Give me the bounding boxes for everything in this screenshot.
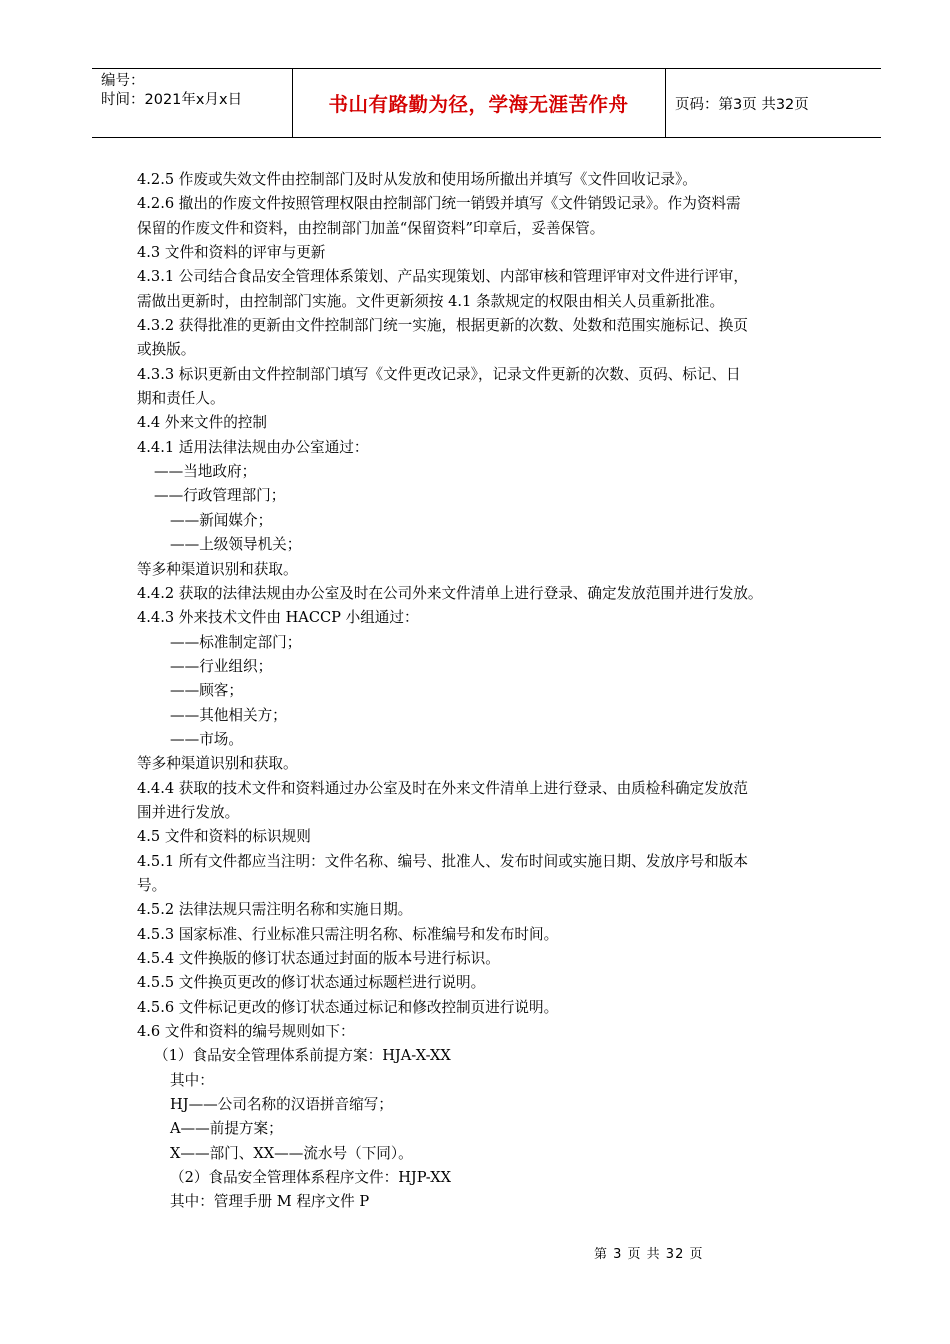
text-line: ——行政管理部门； (154, 487, 286, 505)
text-line: 4.5.2 法律法规只需注明名称和实施日期。 (137, 901, 413, 919)
text-line: ——标准制定部门； (170, 633, 302, 651)
text-line: 保留的作废文件和资料，由控制部门加盖“保留资料”印章后，妥善保管。 (137, 219, 605, 237)
text-line: 等多种渠道识别和获取。 (137, 755, 298, 773)
text-line: 4.4 外来文件的控制 (137, 414, 268, 432)
text-line: ——当地政府； (154, 463, 257, 481)
document-time-label: 时间：2021年x月x日 (101, 92, 243, 108)
text-line: 号。 (137, 876, 167, 894)
text-line: 4.2.5 作废或失效文件由控制部门及时从发放和使用场所撤出并填写《文件回收记录》。 (137, 171, 697, 188)
text-line: 4.5.5 文件换页更改的修订状态通过标题栏进行说明。 (137, 974, 486, 992)
text-line: 4.3 文件和资料的评审与更新 (137, 244, 326, 262)
text-line: 4.2.6 撤出的作废文件按照管理权限由控制部门统一销毁并填写《文件销毁记录》。作为资料需 (137, 195, 741, 213)
text-line: 其中： (170, 1071, 214, 1089)
text-line: 或换版。 (137, 341, 196, 359)
text-line: 4.6 文件和资料的编号规则如下： (137, 1023, 355, 1041)
header-meta (101, 72, 242, 110)
text-line: 4.4.4 获取的技术文件和资料通过办公室及时在外来文件清单上进行登录、由质检科确定发放范 (137, 779, 748, 797)
text-line: 期和责任人。 (137, 390, 225, 408)
text-line: ——新闻媒介； (170, 511, 273, 529)
header-motto: 书山有路勤为径，学海无涯苦作舟 (328, 93, 629, 116)
text-line: X——部门、XX——流水号（下同）。 (170, 1144, 413, 1162)
document-code-label: 编号： (101, 73, 145, 89)
text-line: 4.5.4 文件换版的修订状态通过封面的版本号进行标识。 (137, 950, 500, 967)
text-line: 4.4.3 外来技术文件由 HACCP 小组通过： (137, 609, 419, 627)
text-line: 其中：管理手册 M 程序文件 P (170, 1193, 370, 1211)
page-footer: 第 3 页 共 32 页 (594, 1247, 704, 1262)
text-line: 4.5 文件和资料的标识规则 (137, 828, 311, 846)
text-line: 4.5.1 所有文件都应当注明：文件名称、编号、批准人、发布时间或实施日期、发放序号和版本 (137, 852, 748, 870)
text-line: HJ——公司名称的汉语拼音缩写； (170, 1096, 393, 1114)
page-header (92, 68, 881, 138)
document-body (137, 168, 837, 1215)
text-line: ——其他相关方； (170, 706, 287, 724)
text-line: ——行业组织； (170, 657, 273, 675)
text-line: 4.4.2 获取的法律法规由办公室及时在公司外来文件清单上进行登录、确定发放范围并进行发放。 (137, 584, 763, 602)
text-line: 等多种渠道识别和获取。 (137, 560, 298, 578)
text-line: 4.5.6 文件标记更改的修订状态通过标记和修改控制页进行说明。 (137, 998, 559, 1016)
text-line: （1）食品安全管理体系前提方案：HJA-X-XX (154, 1047, 451, 1065)
text-line: 4.3.3 标识更新由文件控制部门填写《文件更改记录》，记录文件更新的次数、页码、标记、日 (137, 365, 741, 383)
text-line: ——市场。 (170, 730, 243, 748)
text-line: 4.4.1 适用法律法规由办公室通过： (137, 438, 369, 456)
text-line: 需做出更新时，由控制部门实施。文件更新须按 4.1 条款规定的权限由相关人员重新批准。 (137, 292, 725, 310)
text-line: （2）食品安全管理体系程序文件：HJP-XX (170, 1169, 451, 1187)
text-line: 4.3.2 获得批准的更新由文件控制部门统一实施，根据更新的次数、处数和范围实施标记、换页 (137, 317, 748, 335)
header-page-info: 页码：第3页 共32页 (675, 96, 809, 113)
text-line: 4.3.1 公司结合食品安全管理体系策划、产品实现策划、内部审核和管理评审对文件进行评审， (137, 268, 748, 286)
text-line: ——上级领导机关； (170, 536, 302, 554)
text-line: A——前提方案； (170, 1120, 283, 1138)
text-line: ——顾客； (170, 682, 243, 700)
text-line: 围并进行发放。 (137, 803, 240, 821)
text-line: 4.5.3 国家标准、行业标准只需注明名称、标准编号和发布时间。 (137, 925, 559, 943)
